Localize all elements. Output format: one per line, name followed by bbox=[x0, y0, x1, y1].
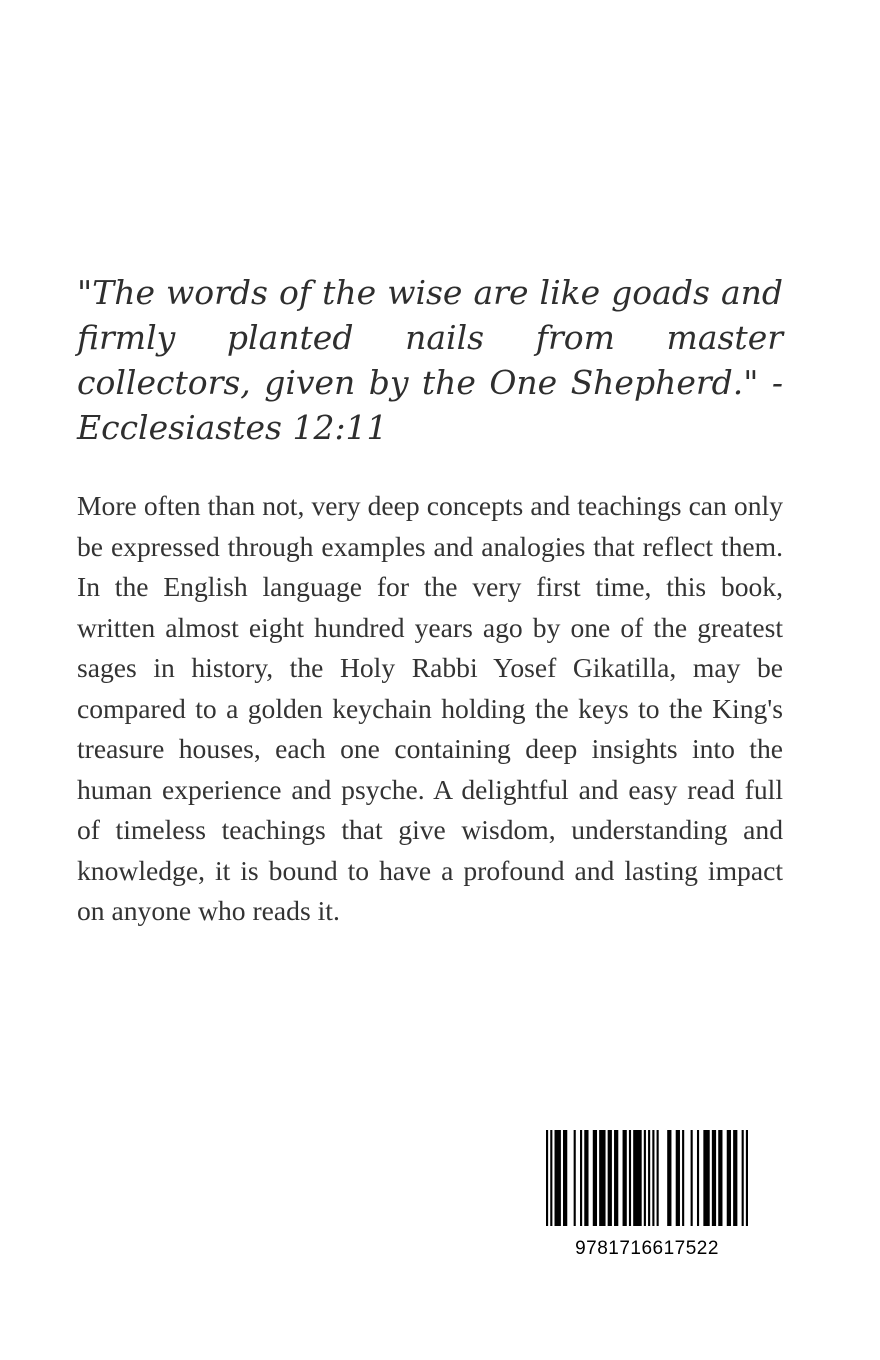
barcode-bar bbox=[697, 1130, 699, 1226]
isbn-number: 9781716617522 bbox=[575, 1238, 719, 1259]
barcode-bar bbox=[633, 1130, 642, 1226]
barcode-bar bbox=[733, 1130, 737, 1226]
book-description: More often than not, very deep concepts and teachings can only be expressed through examples and analogies that reflect them. In the English language for the very first time, this book, written almost eight hundred years ago by one of the greatest sages in history, the Holy Rabbi Yosef Gikatilla, may be compared to a golden keychain holding the keys to the King's treasure houses, each one containing deep insights into the human experience and psyche. A delightful and easy read full of timeless teachings that give wisdom, understanding and knowledge, it is bound to have a profound and lasting impact on anyone who reads it. bbox=[77, 490, 783, 926]
barcode-bar bbox=[718, 1130, 722, 1226]
epigraph-quote: "The words of the wise are like goads and firmly planted nails from master collectors, given by the One Shepherd." -Ecclesiastes 12:11 bbox=[77, 273, 783, 447]
barcode-bar bbox=[667, 1130, 671, 1226]
barcode-bar bbox=[599, 1130, 605, 1226]
barcode-bar bbox=[676, 1130, 680, 1226]
barcode-bar bbox=[555, 1130, 561, 1226]
barcode-bar bbox=[623, 1130, 627, 1226]
barcode-bar bbox=[712, 1130, 716, 1226]
barcode-bar bbox=[691, 1130, 693, 1226]
barcode-bar bbox=[648, 1130, 650, 1226]
barcode-bar bbox=[614, 1130, 618, 1226]
barcode-bar bbox=[593, 1130, 597, 1226]
barcode-bar bbox=[746, 1130, 748, 1226]
barcode-bar bbox=[657, 1130, 659, 1226]
barcode-bars bbox=[546, 1130, 748, 1226]
barcode-bar bbox=[580, 1130, 582, 1226]
barcode-bar bbox=[563, 1130, 567, 1226]
barcode-bar bbox=[727, 1130, 731, 1226]
barcode-bar bbox=[608, 1130, 612, 1226]
barcode-bar bbox=[546, 1130, 548, 1226]
barcode-bar bbox=[644, 1130, 646, 1226]
barcode-bar bbox=[584, 1130, 588, 1226]
barcode-bar bbox=[703, 1130, 709, 1226]
barcode-bar bbox=[550, 1130, 552, 1226]
barcode-bar bbox=[742, 1130, 744, 1226]
barcode-bar bbox=[629, 1130, 631, 1226]
barcode-bar bbox=[682, 1130, 684, 1226]
barcode-bar bbox=[652, 1130, 654, 1226]
barcode-bar bbox=[574, 1130, 576, 1226]
isbn-barcode bbox=[536, 1120, 758, 1268]
